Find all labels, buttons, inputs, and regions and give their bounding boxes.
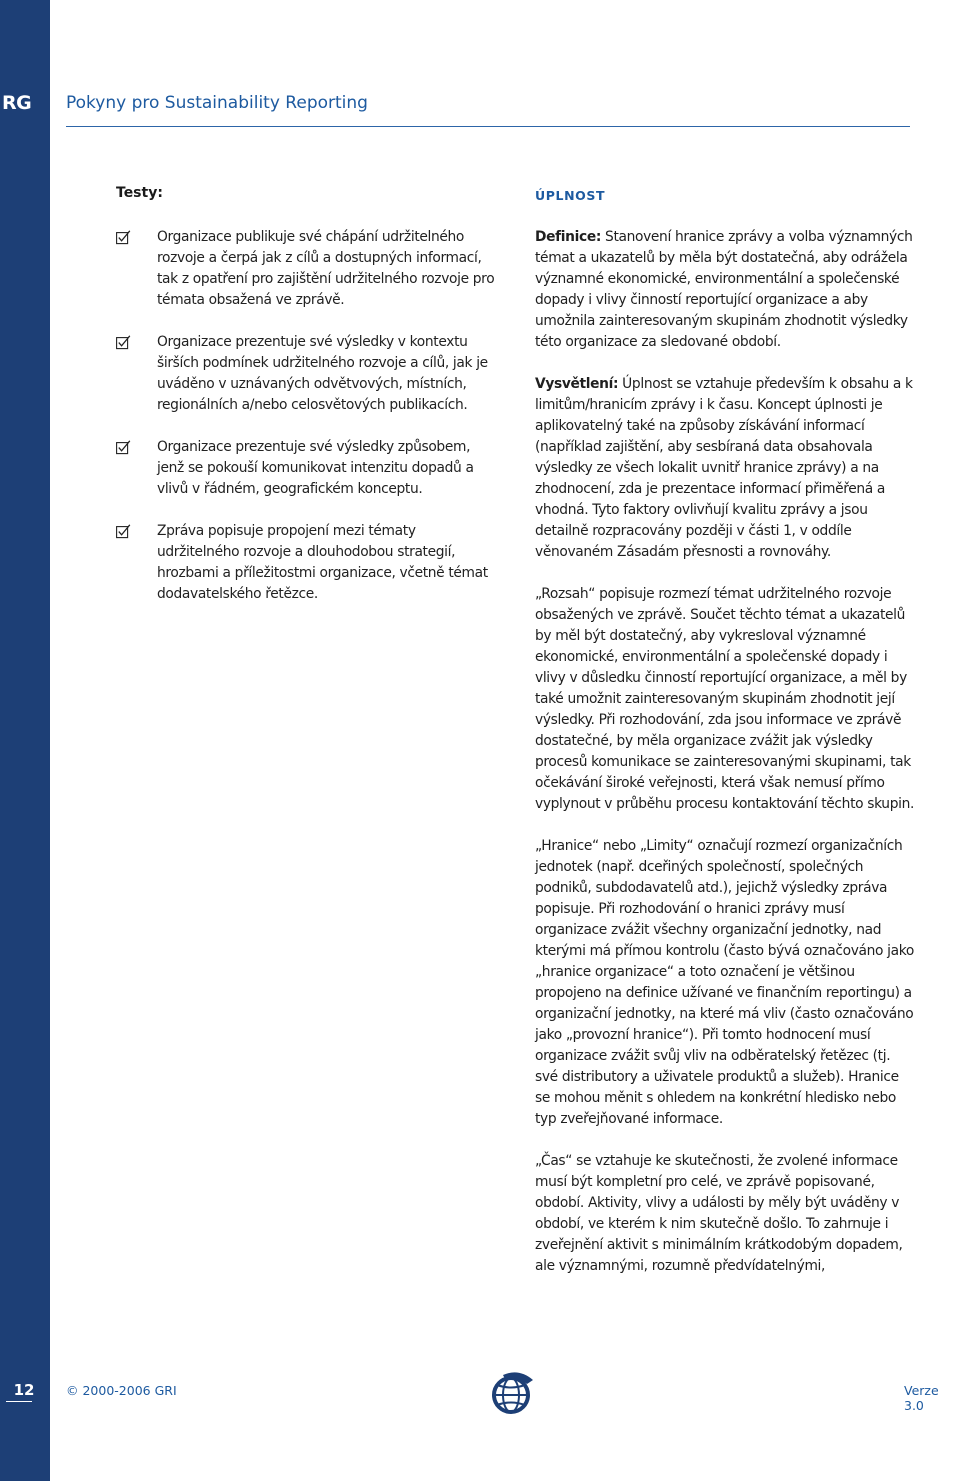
definition-paragraph	[535, 227, 915, 353]
header-divider	[66, 126, 910, 127]
test-text: Zpráva popisuje propojení mezi tématy udržitelného rozvoje a dlouhodobou strategií, hrozbami a příležitostmi organizace, včetně témat dodavatelského řetězce.	[157, 523, 488, 602]
checked-box-icon	[116, 335, 131, 350]
gri-globe-logo	[489, 1370, 537, 1416]
explanation-term: Vysvětlení:	[535, 376, 619, 392]
test-item	[116, 332, 496, 416]
definition-text: Stanovení hranice zprávy a volba významných témat a ukazatelů by měla být dostatečná, aby odrážela významné ekonomické, environmentální a společenské dopady i vlivy činností reportující organizace a aby umožnila zainteresovaným skupinám zhodnotit výsledky této organizace za sledované období.	[535, 229, 913, 350]
test-text: Organizace prezentuje své výsledky v kontextu širších podmínek udržitelného rozvoje a cílů, jak je uváděno v uznávaných odvětvových, místních, regionálních a/nebo celosvětových publikacích.	[157, 334, 488, 413]
checked-box-icon	[116, 440, 131, 455]
checked-box-icon	[116, 230, 131, 245]
test-item	[116, 227, 496, 311]
footer-copyright: © 2000-2006 GRI	[66, 1383, 177, 1398]
footer-version: Verze 3.0	[904, 1383, 939, 1413]
page-number: 12	[13, 1381, 35, 1399]
test-text: Organizace prezentuje své výsledky způsobem, jenž se pokouší komunikovat intenzitu dopadů a vlivů v řádném, geografickém konceptu.	[157, 439, 474, 497]
test-text: Organizace publikuje své chápání udržitelného rozvoje a čerpá jak z cílů a dostupných informací, tak z opatření pro zajištění udržitelného rozvoje pro témata obsažená ve zprávě.	[157, 229, 495, 308]
test-item	[116, 437, 496, 500]
section-heading: ÚPLNOST	[535, 188, 606, 203]
explanation-paragraph	[535, 374, 915, 563]
page-number-underline	[6, 1401, 32, 1402]
document-title: Pokyny pro Sustainability Reporting	[66, 93, 368, 113]
tests-heading: Testy:	[116, 185, 163, 201]
side-band	[0, 0, 50, 1481]
definition-term: Definice:	[535, 229, 601, 245]
section-code: RG	[2, 92, 32, 114]
scope-paragraph: „Rozsah“ popisuje rozmezí témat udržitelného rozvoje obsažených ve zprávě. Součet těchto témat a ukazatelů by měl být dostatečný, aby vykresloval významné ekonomické, environmentální a společenské dopady i vlivy v důsledku činností reportující organizace, a měl by také umožnit zainteresovaným skupinám zhodnotit její výsledky. Při rozhodování, zda jsou informace ve zprávě dostatečné, by měla organizace zvážit jak výsledky procesů komunikace se zainteresovanými skupinami, tak očekávání široké veřejnosti, která však nemusí přímo vyplynout v průběhu procesu kontaktování těchto skupin.	[535, 586, 915, 812]
boundary-paragraph: „Hranice“ nebo „Limity“ označují rozmezí organizačních jednotek (např. dceřiných společností, společných podniků, subdodavatelů atd.), jejichž výsledky zpráva popisuje. Při rozhodování o hranici zprávy musí organizace zvážit všechny organizační jednotky, nad kterými má přímou kontrolu (často bývá označováno jako „hranice organizace“ a toto označení je většinou propojeno na definice užívané ve finančním reportingu) a organizační jednotky, na které má vliv (často označováno jako „provozní hranice“). Při tomto hodnocení musí organizace zvážit svůj vliv na odběratelský řetězec (tj. své distributory a uživatele produktů a služeb). Hranice se mohou měnit s ohledem na konkrétní hledisko nebo typ zveřejňované informace.	[535, 838, 915, 1127]
tests-list	[116, 227, 496, 626]
explanation-text: Úplnost se vztahuje především k obsahu a k limitům/hranicím zprávy i k času. Koncept úplnosti je aplikovatelný také na způsoby získávání informací (například zajištění, aby sesbíraná data obsahovala výsledky ze všech lokalit uvnitř hranice zprávy) a na zhodnocení, zda je prezentace informací přiměřená a vhodná. Tyto faktory ovlivňují kvalitu zprávy a jsou detailně rozpracovány později v části 1, v oddíle věnovaném Zásadám přesnosti a rovnováhy.	[535, 376, 913, 560]
main-column	[535, 227, 915, 1298]
checked-box-icon	[116, 524, 131, 539]
time-paragraph: „Čas“ se vztahuje ke skutečnosti, že zvolené informace musí být kompletní pro celé, ve zprávě popisované, období. Aktivity, vlivy a události by měly být uváděny v období, ve kterém k nim skutečně došlo. To zahrnuje i zveřejnění aktivit s minimálním krátkodobým dopadem, ale významnými, rozumně předvídatelnými,	[535, 1153, 903, 1274]
test-item	[116, 521, 496, 605]
